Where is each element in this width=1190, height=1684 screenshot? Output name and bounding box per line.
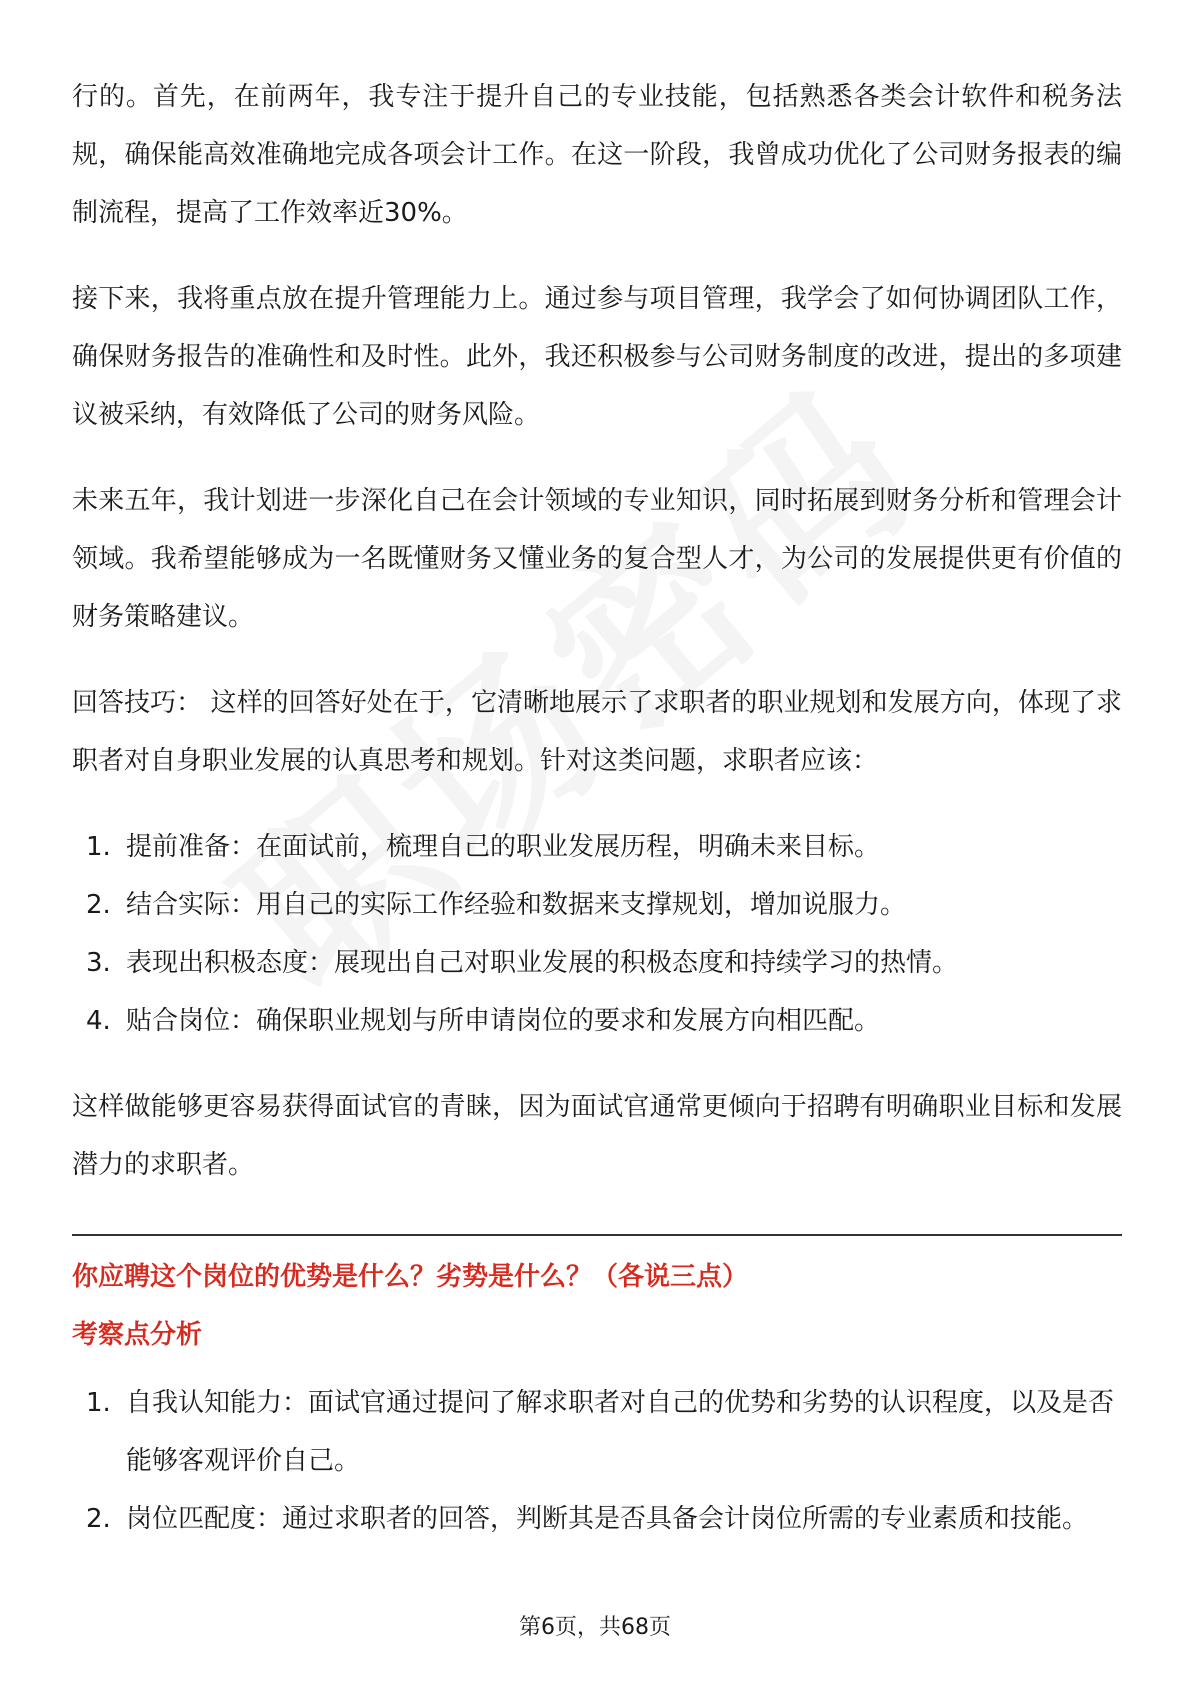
- closing-paragraph: 这样做能够更容易获得面试官的青睐，因为面试官通常更倾向于招聘有明确职业目标和发展潜力的求职者。: [72, 1092, 1122, 1180]
- paragraph-1: 行的。首先，在前两年，我专注于提升自己的专业技能，包括熟悉各类会计软件和税务法规，确保能高效准确地完成各项会计工作。在这一阶段，我曾成功优化了公司财务报表的编制流程，提高了工作效率近30%。: [72, 82, 1122, 228]
- analysis-heading: 考察点分析: [72, 1320, 203, 1350]
- page-number: 第6页，共68页: [519, 1615, 671, 1640]
- document-body: [72, 68, 1122, 1576]
- answer-tips-paragraph: 回答技巧： 这样的回答好处在于，它清晰地展示了求职者的职业规划和发展方向，体现了求职者对自身职业发展的认真思考和规划。针对这类问题，求职者应该：: [72, 688, 1122, 776]
- list-item: 2. 岗位匹配度：通过求职者的回答，判断其是否具备会计岗位所需的专业素质和技能。: [86, 1504, 1089, 1534]
- list-item: 2. 结合实际：用自己的实际工作经验和数据来支撑规划，增加说服力。: [86, 890, 907, 920]
- paragraph-3: 未来五年，我计划进一步深化自己在会计领域的专业知识，同时拓展到财务分析和管理会计领域。我希望能够成为一名既懂财务又懂业务的复合型人才，为公司的发展提供更有价值的财务策略建议。: [72, 486, 1122, 632]
- list-item: 1. 提前准备：在面试前，梳理自己的职业发展历程，明确未来目标。: [86, 832, 881, 862]
- list-item: 3. 表现出积极态度：展现出自己对职业发展的积极态度和持续学习的热情。: [86, 948, 959, 978]
- list-item: 1. 自我认知能力：面试官通过提问了解求职者对自己的优势和劣势的认识程度，以及是否能够客观评价自己。: [86, 1388, 1115, 1476]
- paragraph-2: 接下来，我将重点放在提升管理能力上。通过参与项目管理，我学会了如何协调团队工作，确保财务报告的准确性和及时性。此外，我还积极参与公司财务制度的改进，提出的多项建议被采纳，有效降低了公司的财务风险。: [72, 284, 1122, 430]
- tips-list: [72, 818, 1122, 1050]
- list-item: 4. 贴合岗位：确保职业规划与所申请岗位的要求和发展方向相匹配。: [86, 1006, 881, 1036]
- analysis-list: [72, 1374, 1122, 1548]
- question-heading: 你应聘这个岗位的优势是什么？劣势是什么？（各说三点）: [72, 1262, 749, 1292]
- section-divider: [72, 1234, 1122, 1236]
